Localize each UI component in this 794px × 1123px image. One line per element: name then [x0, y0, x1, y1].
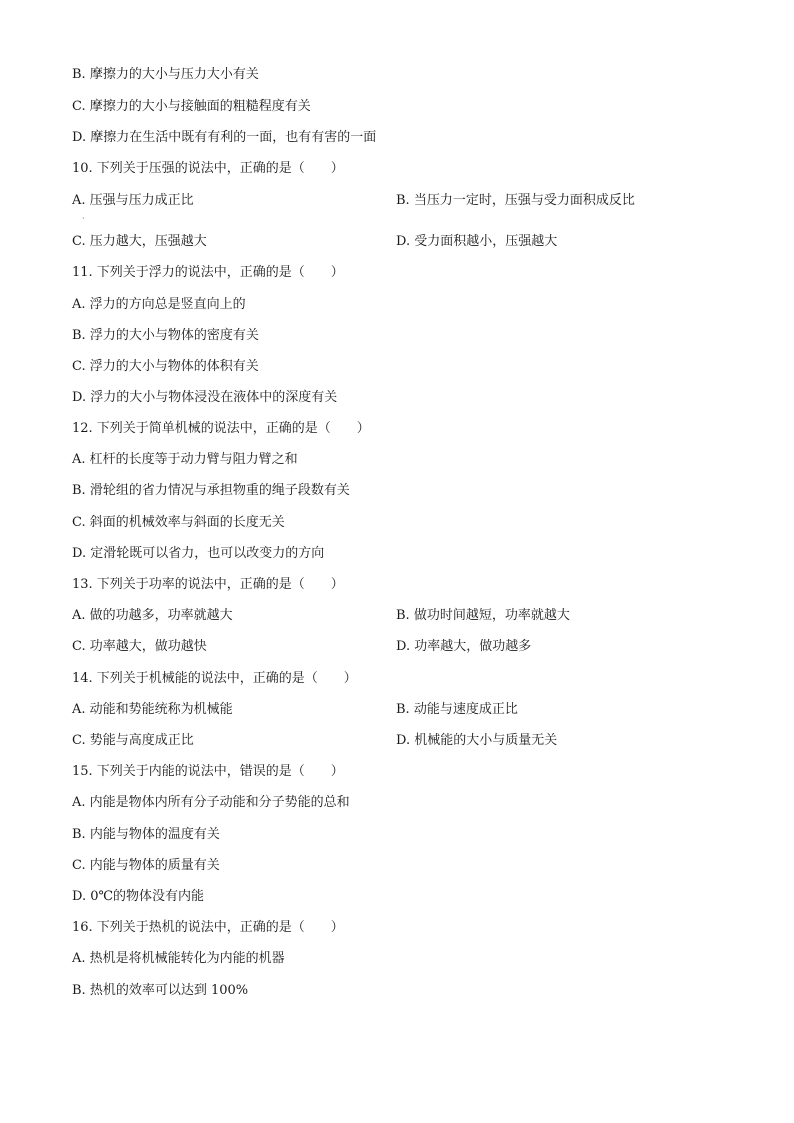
q11-option-a: A. 浮力的方向总是竖直向上的: [72, 297, 246, 312]
q12-option-d: D. 定滑轮既可以省力，也可以改变力的方向: [72, 546, 325, 561]
q10-option-b: B. 当压力一定时，压强与受力面积成反比: [396, 193, 635, 208]
q16-option-a: A. 热机是将机械能转化为内能的机器: [72, 951, 285, 966]
q10-option-d: D. 受力面积越小，压强越大: [396, 234, 558, 249]
q15-option-d: D. 0℃的物体没有内能: [72, 889, 205, 904]
q10-option-a: A. 压强与压力成正比: [72, 193, 194, 208]
stray-dot: ·: [82, 214, 85, 223]
q14-option-a: A. 动能和势能统称为机械能: [72, 702, 233, 717]
q14-stem: 14. 下列关于机械能的说法中，正确的是（ ）: [72, 671, 357, 686]
q14-option-b: B. 动能与速度成正比: [396, 702, 518, 717]
q9-option-d: D. 摩擦力在生活中既有有利的一面，也有有害的一面: [72, 130, 377, 145]
q16-option-b: B. 热机的效率可以达到 100%: [72, 983, 249, 998]
q14-option-c: C. 势能与高度成正比: [72, 733, 194, 748]
q11-option-d: D. 浮力的大小与物体浸没在液体中的深度有关: [72, 390, 338, 405]
q9-option-b: B. 摩擦力的大小与压力大小有关: [72, 67, 259, 82]
q13-option-b: B. 做功时间越短，功率就越大: [396, 608, 570, 623]
q10-stem: 10. 下列关于压强的说法中，正确的是（ ）: [72, 161, 344, 176]
q11-stem: 11. 下列关于浮力的说法中，正确的是（ ）: [72, 265, 344, 280]
q10-option-c: C. 压力越大，压强越大: [72, 234, 207, 249]
q9-option-c: C. 摩擦力的大小与接触面的粗糙程度有关: [72, 99, 311, 114]
q15-option-c: C. 内能与物体的质量有关: [72, 858, 220, 873]
q16-stem: 16. 下列关于热机的说法中，正确的是（ ）: [72, 920, 344, 935]
q11-option-b: B. 浮力的大小与物体的密度有关: [72, 328, 259, 343]
q13-option-d: D. 功率越大，做功越多: [396, 639, 532, 654]
q11-option-c: C. 浮力的大小与物体的体积有关: [72, 359, 259, 374]
q15-option-b: B. 内能与物体的温度有关: [72, 827, 220, 842]
q15-option-a: A. 内能是物体内所有分子动能和分子势能的总和: [72, 795, 350, 810]
q12-stem: 12. 下列关于简单机械的说法中，正确的是（ ）: [72, 421, 370, 436]
q13-option-a: A. 做的功越多，功率就越大: [72, 608, 233, 623]
q13-option-c: C. 功率越大，做功越快: [72, 639, 207, 654]
q12-option-a: A. 杠杆的长度等于动力臂与阻力臂之和: [72, 452, 298, 467]
q12-option-c: C. 斜面的机械效率与斜面的长度无关: [72, 515, 285, 530]
q15-stem: 15. 下列关于内能的说法中，错误的是（ ）: [72, 764, 344, 779]
q14-option-d: D. 机械能的大小与质量无关: [396, 733, 558, 748]
q12-option-b: B. 滑轮组的省力情况与承担物重的绳子段数有关: [72, 483, 350, 498]
q13-stem: 13. 下列关于功率的说法中，正确的是（ ）: [72, 577, 344, 592]
